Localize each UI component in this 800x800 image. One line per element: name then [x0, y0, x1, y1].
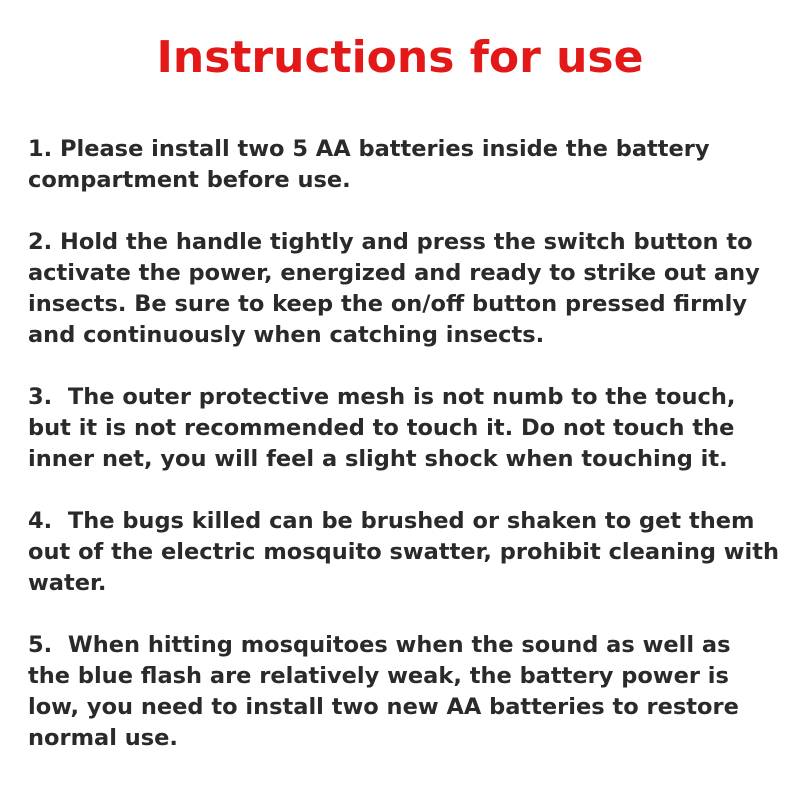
instruction-step-2: 2. Hold the handle tightly and press the switch button to activate the power, energized and ready to strike out any insects. Be sure to keep the on/off button pressed firmly and continuously when catching insects. — [28, 229, 768, 348]
instruction-step-1: 1. Please install two 5 AA batteries inside the battery compartment before use. — [28, 136, 718, 193]
instruction-step-4: 4. The bugs killed can be brushed or shaken to get them out of the electric mosquito swatter, prohibit cleaning with water. — [28, 508, 787, 596]
instruction-step-3: 3. The outer protective mesh is not numb to the touch, but it is not recommended to touch it. Do not touch the inner net, you will feel a slight shock when touching it. — [28, 384, 744, 472]
instruction-step-5: 5. When hitting mosquitoes when the sound as well as the blue flash are relatively weak, the battery power is low, you need to install two new AA batteries to restore normal use. — [28, 632, 747, 751]
instruction-list — [28, 134, 787, 754]
page-title: Instructions for use — [156, 32, 644, 83]
